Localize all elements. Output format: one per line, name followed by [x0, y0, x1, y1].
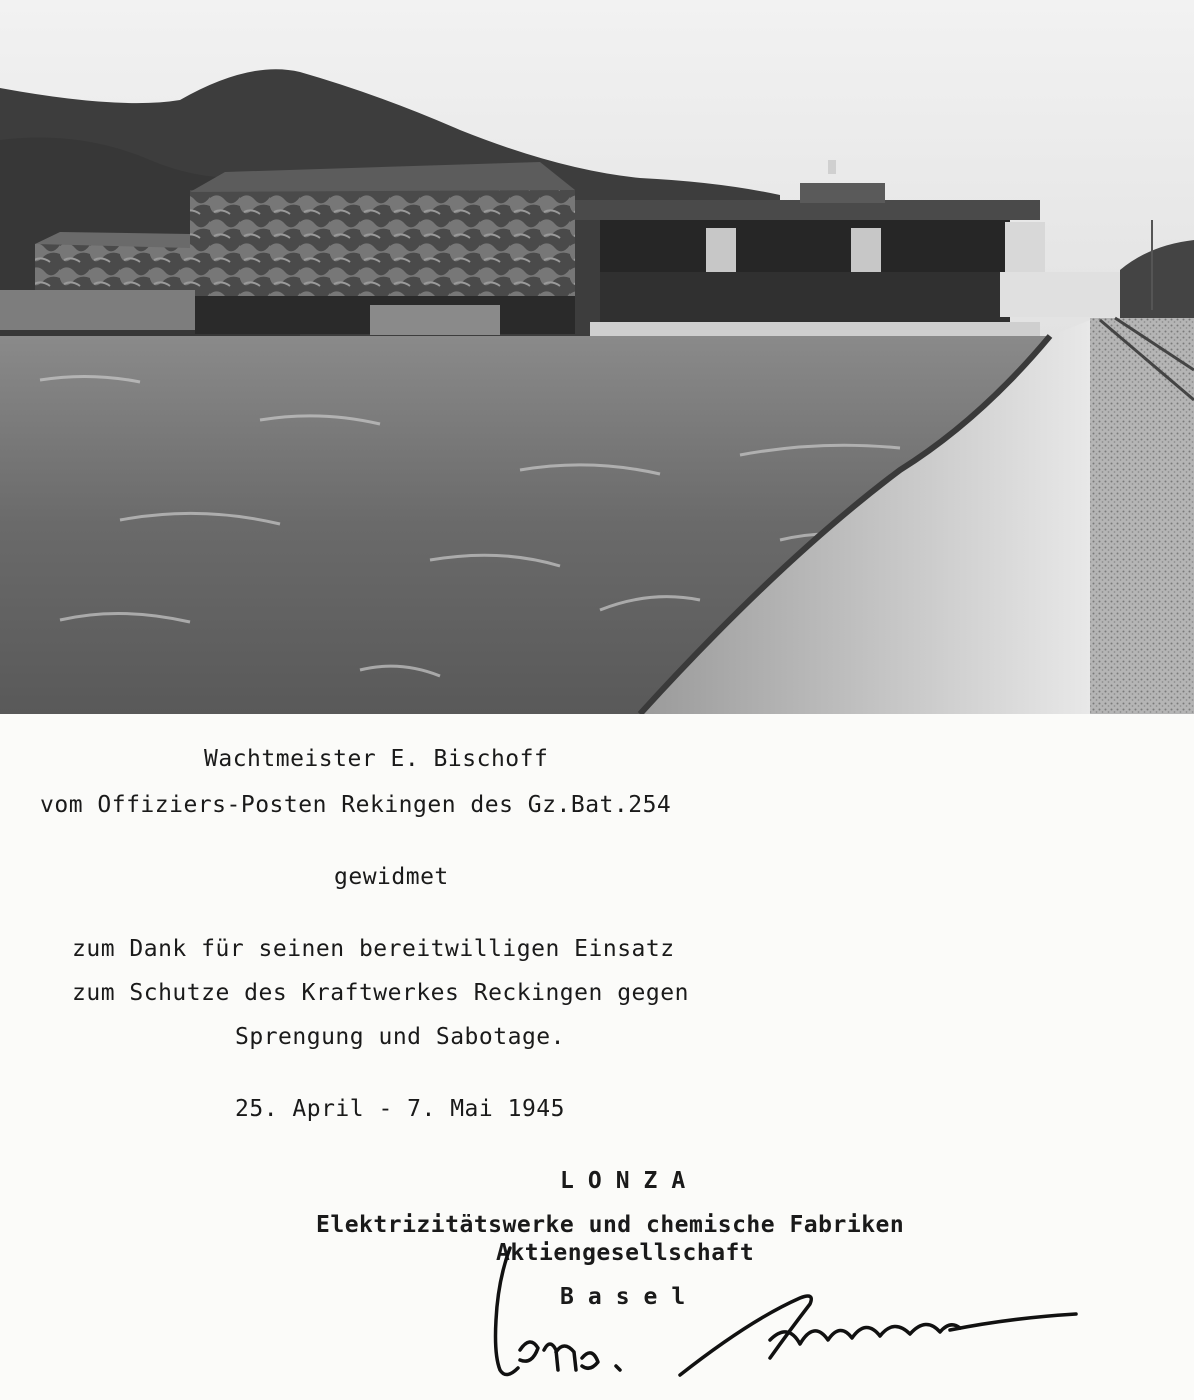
company-line-2: Aktiengesellschaft — [496, 1240, 755, 1266]
reason-line-3: Sprengung und Sabotage. — [235, 1024, 565, 1050]
reason-line-2: zum Schutze des Kraftwerkes Reckingen gegen — [72, 980, 689, 1006]
handwritten-signature — [470, 1240, 1110, 1400]
recipient-unit: vom Offiziers-Posten Rekingen des Gz.Bat.254 — [40, 792, 672, 818]
company-city: Basel — [560, 1284, 700, 1310]
reason-line-1: zum Dank für seinen bereitwilligen Einsatz — [72, 936, 675, 962]
company-line-1: Elektrizitätswerke und chemische Fabriken — [316, 1212, 905, 1238]
company-name: LONZA — [560, 1168, 700, 1194]
service-dates: 25. April - 7. Mai 1945 — [235, 1096, 565, 1122]
recipient-name: Wachtmeister E. Bischoff — [204, 746, 549, 772]
dedicated-word: gewidmet — [334, 864, 449, 890]
swiss-flag-icon — [828, 160, 836, 174]
